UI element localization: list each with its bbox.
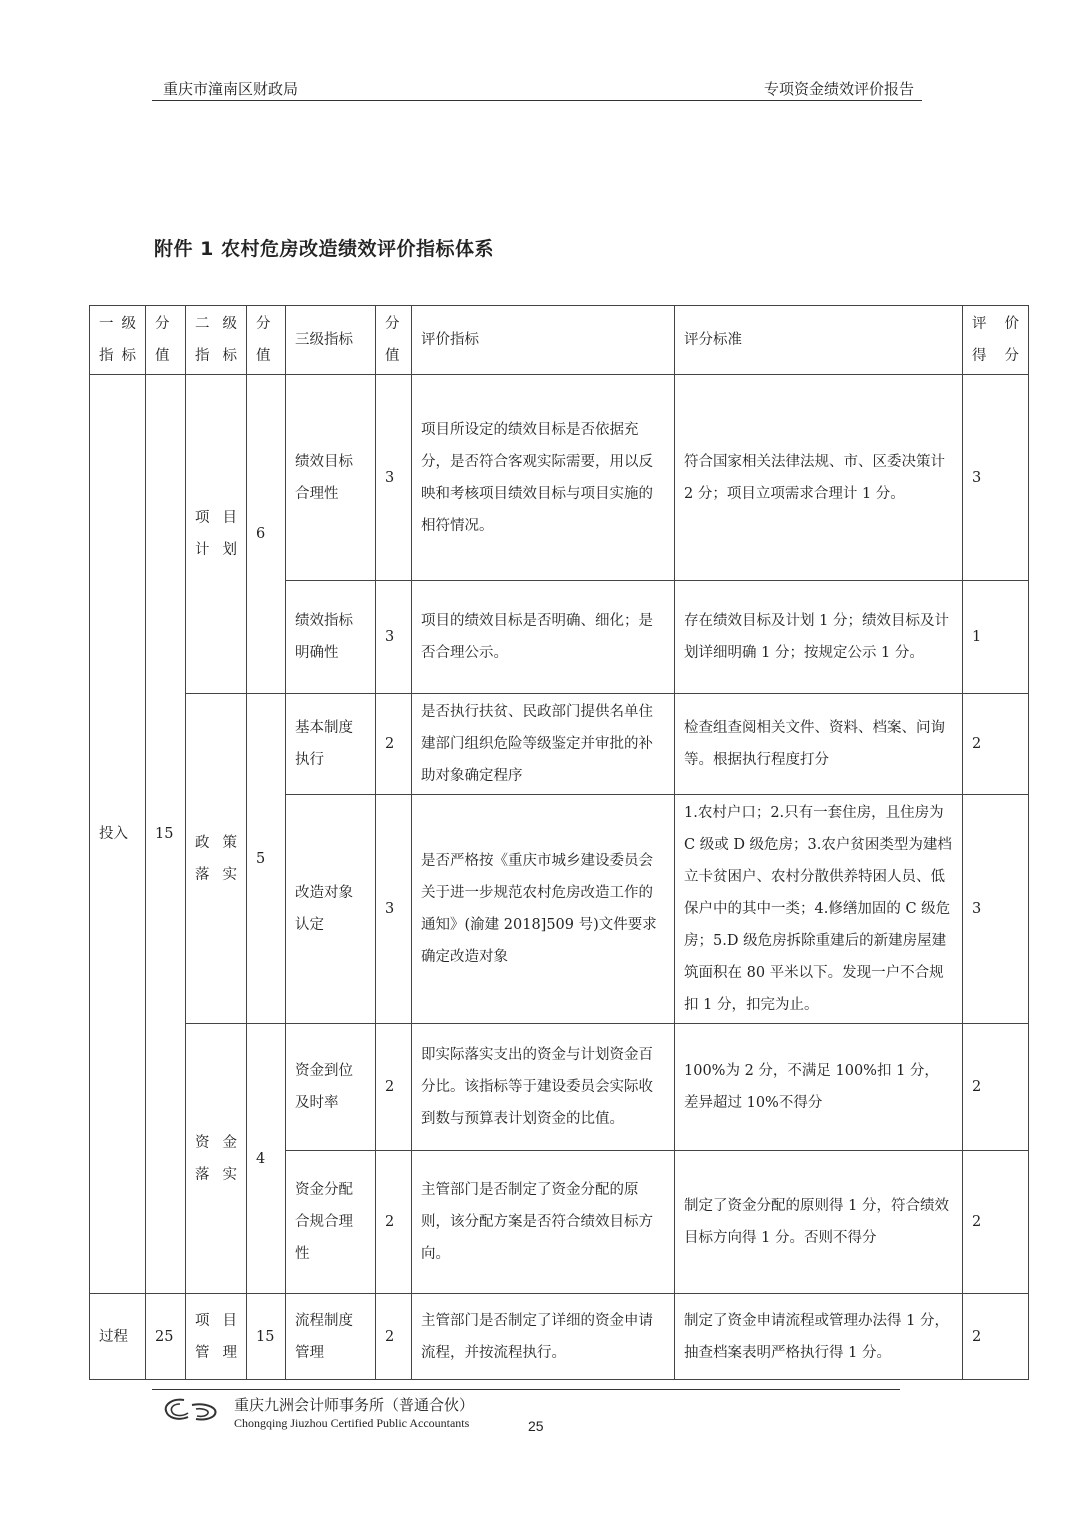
page-number: 25 — [528, 1418, 544, 1434]
subgroup-score: 5 — [247, 694, 286, 1024]
footer-firm-name: 重庆九洲会计师事务所（普通合伙） — [234, 1396, 475, 1414]
level3-name: 资金到位及时率 — [286, 1024, 376, 1151]
indicator-text: 是否执行扶贫、民政部门提供名单住建部门组织危险等级鉴定并审批的补助对象确定程序 — [412, 694, 675, 795]
table-row — [90, 1024, 1029, 1151]
jiuzhou-logo-icon — [160, 1395, 222, 1425]
indicator-table — [89, 305, 1029, 1380]
level3-score: 2 — [376, 1294, 412, 1380]
result-score: 2 — [963, 1024, 1029, 1151]
subgroup-name: 政 策 落实 — [186, 694, 247, 1024]
level3-name: 绩效目标合理性 — [286, 375, 376, 581]
header-result: 评 价 得分 — [963, 306, 1029, 375]
level3-name: 基本制度执行 — [286, 694, 376, 795]
indicator-text: 项目所设定的绩效目标是否依据充分，是否符合客观实际需要，用以反映和考核项目绩效目标与项目实施的相符情况。 — [412, 375, 675, 581]
standard-text: 检查组查阅相关文件、资料、档案、问询等。根据执行程度打分 — [675, 694, 963, 795]
level3-name: 改造对象认定 — [286, 795, 376, 1024]
header-right: 专项资金绩效评价报告 — [763, 80, 914, 98]
indicator-text: 即实际落实支出的资金与计划资金百分比。该指标等于建设委员会实际收到数与预算表计划资金的比值。 — [412, 1024, 675, 1151]
level3-score: 2 — [376, 694, 412, 795]
header-score1: 分 值 — [146, 306, 186, 375]
table-row — [90, 1294, 1029, 1380]
standard-text: 100%为 2 分，不满足 100%扣 1 分，差异超过 10%不得分 — [675, 1024, 963, 1151]
page-title: 附件 1 农村危房改造绩效评价指标体系 — [154, 238, 494, 260]
indicator-text: 项目的绩效目标是否明确、细化；是否合理公示。 — [412, 581, 675, 694]
standard-text: 制定了资金分配的原则得 1 分，符合绩效目标方向得 1 分。否则不得分 — [675, 1151, 963, 1294]
footer-divider — [152, 1389, 900, 1390]
standard-text: 存在绩效目标及计划 1 分；绩效目标及计划详细明确 1 分；按规定公示 1 分。 — [675, 581, 963, 694]
level3-name: 绩效指标明确性 — [286, 581, 376, 694]
header-score2: 分 值 — [247, 306, 286, 375]
subgroup-name: 项 目 计划 — [186, 375, 247, 694]
header-indicator: 评价指标 — [412, 306, 675, 375]
header-level3: 三级指标 — [286, 306, 376, 375]
result-score: 2 — [963, 1151, 1029, 1294]
subgroup-score: 15 — [247, 1294, 286, 1380]
standard-text: 符合国家相关法律法规、市、区委决策计 2 分；项目立项需求合理计 1 分。 — [675, 375, 963, 581]
result-score: 1 — [963, 581, 1029, 694]
result-score: 2 — [963, 694, 1029, 795]
indicator-text: 主管部门是否制定了详细的资金申请流程，并按流程执行。 — [412, 1294, 675, 1380]
header-divider — [152, 100, 922, 101]
subgroup-name: 资 金 落实 — [186, 1024, 247, 1294]
header-left: 重庆市潼南区财政局 — [163, 80, 299, 98]
result-score: 3 — [963, 795, 1029, 1024]
level3-score: 3 — [376, 581, 412, 694]
level3-name: 流程制度管理 — [286, 1294, 376, 1380]
standard-text: 制定了资金申请流程或管理办法得 1 分，抽查档案表明严格执行得 1 分。 — [675, 1294, 963, 1380]
level3-name: 资金分配合规合理性 — [286, 1151, 376, 1294]
level3-score: 2 — [376, 1151, 412, 1294]
header-level1: 一 级 指标 — [90, 306, 146, 375]
level3-score: 3 — [376, 375, 412, 581]
group-name: 过程 — [90, 1294, 146, 1380]
group-score: 15 — [146, 375, 186, 1294]
indicator-text: 是否严格按《重庆市城乡建设委员会关于进一步规范农村危房改造工作的通知》(渝建 2018]509 号)文件要求确定改造对象 — [412, 795, 675, 1024]
subgroup-score: 4 — [247, 1024, 286, 1294]
subgroup-name: 项 目 管理 — [186, 1294, 247, 1380]
subgroup-score: 6 — [247, 375, 286, 694]
header-level2: 二 级 指标 — [186, 306, 247, 375]
result-score: 3 — [963, 375, 1029, 581]
group-name: 投入 — [90, 375, 146, 1294]
table-header-row — [90, 306, 1029, 375]
footer-firm-name-en: Chongqing Jiuzhou Certified Public Accountants — [234, 1416, 470, 1430]
header-score3: 分 值 — [376, 306, 412, 375]
level3-score: 2 — [376, 1024, 412, 1151]
level3-score: 3 — [376, 795, 412, 1024]
standard-text: 1.农村户口；2.只有一套住房，且住房为 C 级或 D 级危房；3.农户贫困类型为建档立卡贫困户、农村分散供养特困人员、低保户中的其中一类；4.修缮加固的 C 级危房；5.D 级危房拆除重建后的新建房屋建筑面积在 80 平米以下。发现一户不合规扣 1 分，扣完为止。 — [675, 795, 963, 1024]
indicator-text: 主管部门是否制定了资金分配的原则，该分配方案是否符合绩效目标方向。 — [412, 1151, 675, 1294]
header-standard: 评分标准 — [675, 306, 963, 375]
table-row — [90, 694, 1029, 795]
table-row — [90, 375, 1029, 581]
result-score: 2 — [963, 1294, 1029, 1380]
group-score: 25 — [146, 1294, 186, 1380]
